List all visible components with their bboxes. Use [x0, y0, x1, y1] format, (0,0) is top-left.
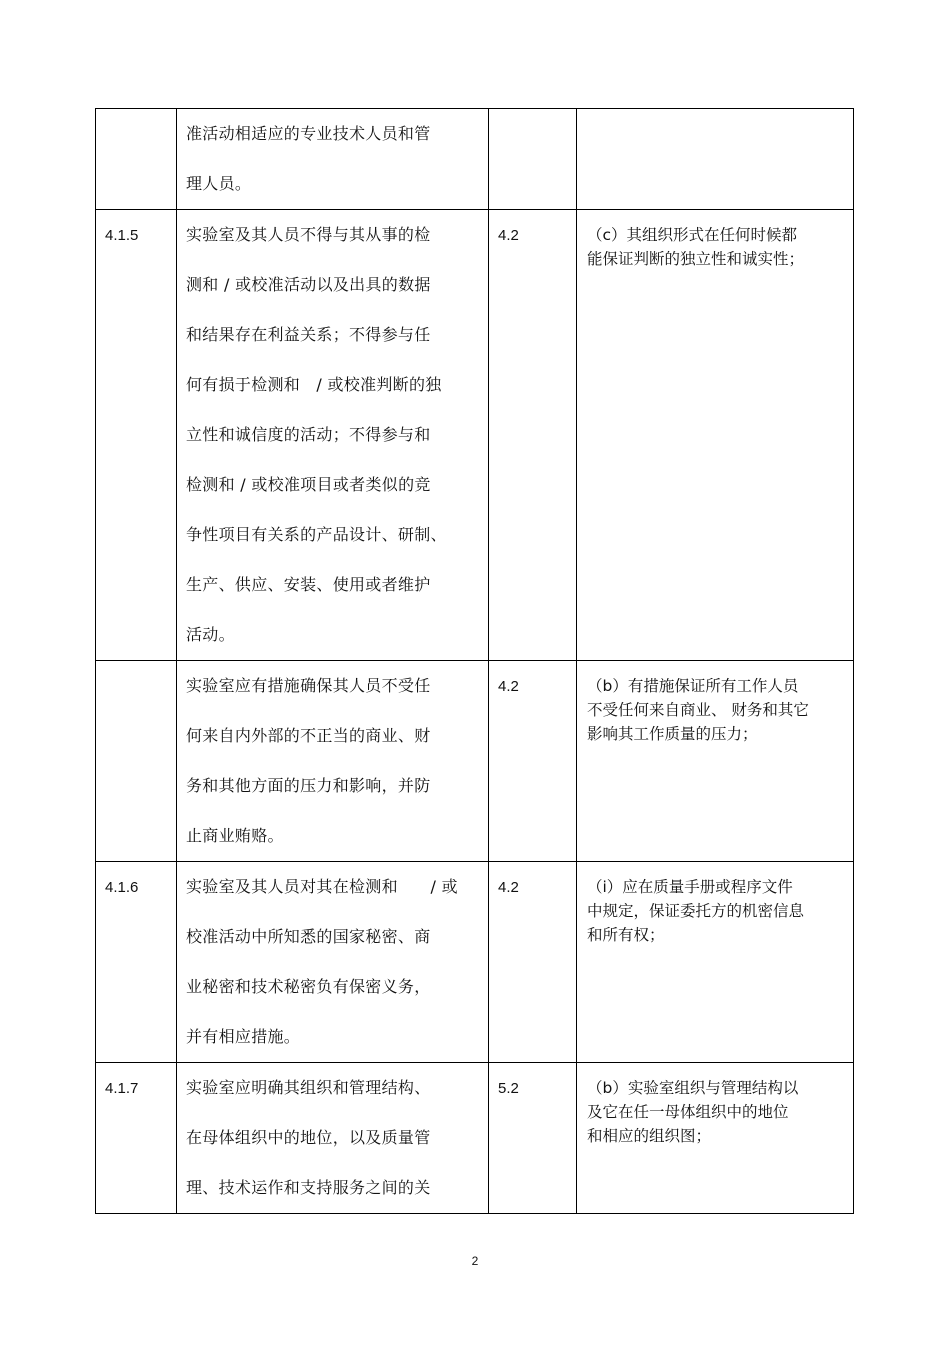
clause-comparison-table: [95, 108, 854, 1214]
requirement-line: 和结果存在利益关系；不得参与任: [186, 325, 431, 344]
requirement-text: [177, 661, 488, 861]
clause-code-cell: [96, 210, 177, 661]
clause-code: [96, 109, 176, 125]
requirement-line: 务和其他方面的压力和影响，并防: [186, 776, 431, 795]
table-row: [96, 109, 854, 210]
reference-cell: [489, 1063, 577, 1214]
reference-clause: 5.2: [498, 1080, 519, 1097]
standard-line: （i）应在质量手册或程序文件: [587, 878, 793, 896]
standard-line: 中规定，保证委托方的机密信息: [587, 902, 805, 920]
table-row: [96, 862, 854, 1063]
table-row: [96, 661, 854, 862]
requirement-cell: [177, 210, 489, 661]
requirement-line: 校准活动中所知悉的国家秘密、商: [186, 927, 431, 946]
standard-line: 及它在任一母体组织中的地位: [587, 1103, 789, 1121]
standard-cell: [577, 1063, 854, 1214]
reference-clause: 4.2: [498, 227, 519, 244]
requirement-line: 准活动相适应的专业技术人员和管: [186, 124, 431, 143]
clause-code: 4.1.7: [105, 1080, 139, 1097]
reference-clause: 4.2: [498, 879, 519, 896]
standard-cell: [577, 661, 854, 862]
standard-cell: [577, 210, 854, 661]
reference-cell: [489, 210, 577, 661]
requirement-text: [177, 862, 488, 1062]
table-row: [96, 1063, 854, 1214]
requirement-text: [177, 1063, 488, 1213]
standard-text: [577, 661, 853, 746]
standard-cell: [577, 109, 854, 210]
standard-line: （b）有措施保证所有工作人员: [587, 677, 799, 695]
standard-line: 和相应的组织图；: [587, 1127, 712, 1145]
clause-code: [96, 661, 176, 677]
standard-line: （c）其组织形式在任何时候都: [587, 226, 798, 244]
standard-text: [577, 109, 853, 122]
requirement-text: [177, 109, 488, 209]
reference-clause: [489, 109, 576, 125]
standard-line: 和所有权；: [587, 926, 665, 944]
requirement-line: 实验室及其人员对其在检测和 / 或: [186, 877, 458, 896]
requirement-line: 止商业贿赂。: [186, 826, 284, 845]
requirement-text: [177, 210, 488, 660]
requirement-cell: [177, 661, 489, 862]
requirement-line: 并有相应措施。: [186, 1027, 301, 1046]
requirement-line: 实验室应有措施确保其人员不受任: [186, 676, 431, 695]
standard-cell: [577, 862, 854, 1063]
requirement-line: 争性项目有关系的产品设计、研制、: [186, 525, 447, 544]
standard-text: [577, 862, 853, 947]
requirement-cell: [177, 1063, 489, 1214]
standard-line: 不受任何来自商业、 财务和其它: [587, 701, 809, 719]
requirement-line: 立性和诚信度的活动；不得参与和: [186, 425, 431, 444]
standard-line: （b）实验室组织与管理结构以: [587, 1079, 799, 1097]
clause-code-cell: [96, 661, 177, 862]
requirement-line: 实验室应明确其组织和管理结构、: [186, 1078, 431, 1097]
requirement-line: 实验室及其人员不得与其从事的检: [186, 225, 431, 244]
requirement-line: 在母体组织中的地位，以及质量管: [186, 1128, 431, 1147]
clause-code: 4.1.5: [105, 227, 139, 244]
requirement-line: 生产、供应、安装、使用或者维护: [186, 575, 431, 594]
requirement-line: 测和 / 或校准活动以及出具的数据: [186, 275, 431, 294]
clause-code-cell: [96, 1063, 177, 1214]
table-body: [96, 109, 854, 1214]
clause-code-cell: [96, 862, 177, 1063]
reference-clause: 4.2: [498, 678, 519, 695]
clause-code-cell: [96, 109, 177, 210]
requirement-cell: [177, 109, 489, 210]
standard-line: 能保证判断的独立性和诚实性；: [587, 250, 805, 268]
standard-text: [577, 210, 853, 271]
requirement-line: 何有损于检测和 / 或校准判断的独: [186, 375, 442, 394]
table-row: [96, 210, 854, 661]
requirement-line: 业秘密和技术秘密负有保密义务，: [186, 977, 431, 996]
requirement-cell: [177, 862, 489, 1063]
reference-cell: [489, 862, 577, 1063]
standard-line: 影响其工作质量的压力；: [587, 725, 758, 743]
standard-text: [577, 1063, 853, 1148]
requirement-line: 理人员。: [186, 174, 252, 193]
clause-code: 4.1.6: [105, 879, 139, 896]
reference-cell: [489, 661, 577, 862]
requirement-line: 活动。: [186, 625, 235, 644]
reference-cell: [489, 109, 577, 210]
requirement-line: 何来自内外部的不正当的商业、财: [186, 726, 431, 745]
page-number: 2: [471, 1254, 479, 1268]
requirement-line: 理、技术运作和支持服务之间的关: [186, 1178, 431, 1197]
requirement-line: 检测和 / 或校准项目或者类似的竞: [186, 475, 431, 494]
